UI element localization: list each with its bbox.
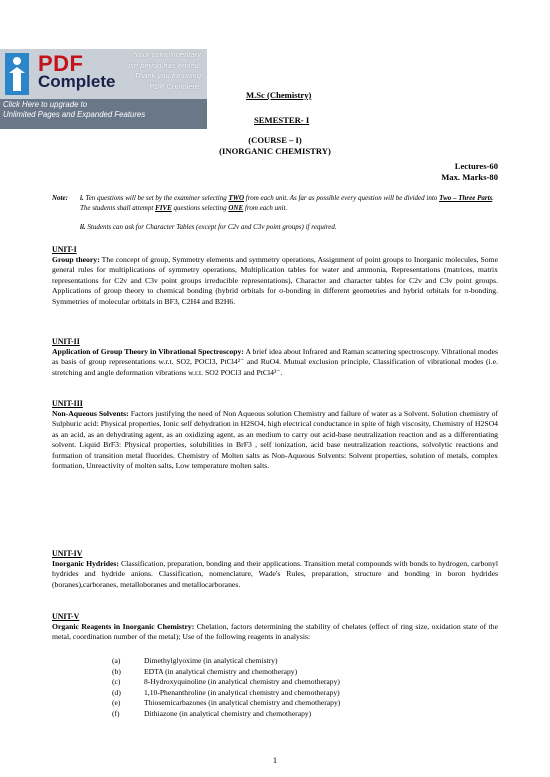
unit-heading: UNIT-II [52,337,80,346]
note-text: from each unit. As far as possible every question will be divided into [245,194,438,202]
lectures-label: Lectures-60 [454,161,498,171]
page-number: 1 [272,755,278,765]
note-text: . The students shall attempt [80,194,495,212]
complete-logo-text: Complete [38,72,116,91]
promo-line: use period has ended. [125,60,201,70]
unit-heading: UNIT-V [52,612,80,621]
upgrade-line-1[interactable]: Click Here to upgrade to [3,100,88,109]
unit-heading: UNIT-I [52,245,77,254]
pdf-figure-logo-icon [4,51,30,97]
unit-body [52,622,498,643]
upgrade-line-2[interactable]: Unlimited Pages and Expanded Features [3,110,146,119]
pdf-complete-banner[interactable] [0,49,207,119]
banner-top[interactable] [0,49,207,99]
list-item [112,698,340,709]
list-item-index: (b) [112,666,121,676]
unit-lead: Organic Reagents in Inorganic Chemistry: [52,622,195,631]
list-item-index: (e) [112,698,121,708]
promo-message [126,50,201,92]
note-label: Note: [52,194,68,202]
unit-body [52,347,498,378]
unit-text: Classification, preparation, bonding and their applications. Transition metal compounds with bonds to hydrogen, carbonyl hydrides and hydride anions. Classification, nomenclature, Wade's Rules, preparation, structure and bonding in boron hydrides (boranes),carboranes, metalloboranes and metallocarboranes. [52,559,498,589]
unit-lead: Group theory: [52,255,100,264]
unit-body [52,255,498,307]
upgrade-link[interactable] [0,99,207,129]
note-text: Ten questions will be set by the examiner selecting [85,194,227,202]
list-item-text: EDTA (in analytical chemistry and chemotherapy) [144,666,298,676]
unit-text: Factors justifying the need of Non Aqueous solution Chemistry and failure of water as a Solvent. Solution chemistry of Sulphuric acid: Physical properties, Ionic self dehydration in H2SO4, high electrical conductance in spite of high viscosity, Chemistry of H2SO4 as an acid, as an dehydrating agent, as an oxidizing agent, as an medium to carry out acid-base neutralization reaction and as a differentiating solvent. Liquid BrF3: Physical properties, solubilities in BrF3 , self ionization, acid base neutralization reactions, solvolytic reactions and formation of transition metal fluorides. Chemistry of Molten salts as Non-Aqueous Solvents: Solvent properties, solution of metals, complex formation, Unreactivity of molten salts, Low temperature molten salts. [52,409,498,471]
list-item-index: (c) [112,677,121,687]
promo-line: Your complimentary [133,50,201,59]
list-item-index: (f) [112,708,120,718]
list-item [112,688,340,699]
note-text: questions selecting [173,203,227,212]
list-item-text: Thiosemicarbazones (in analytical chemistry and chemotherapy) [144,698,341,708]
unit-body [52,559,498,590]
note-emphasis: ONE [228,203,244,212]
pdf-logo-text: PDF [38,51,84,76]
list-item-text: Dithiazone (in analytical chemistry and chemotherapy) [144,708,312,718]
note-item-ii [80,223,498,233]
note-emphasis: FIVE [155,203,172,212]
note-item-i [80,194,498,213]
note-text: Students can ask for Character Tables (except for C2v and C3v point groups) if required. [87,223,337,231]
promo-line: PDF Complete. [149,81,201,91]
note-emphasis: Two – Three Parts [439,194,493,202]
semester-title: SEMESTER- I [254,115,310,125]
unit-body [52,409,498,471]
note-emphasis: TWO [228,194,245,202]
course-title: (COURSE – I) [248,135,302,145]
note-text: from each unit. [244,203,288,212]
unit-heading: UNIT-IV [52,549,83,558]
list-item-text: Dimethylglyoxime (in analytical chemistry) [144,656,278,665]
list-item-text: 8-Hydroxyquinoline (in analytical chemistry and chemotherapy) [144,677,340,687]
subject-title: (INORGANIC CHEMISTRY) [219,146,331,156]
unit-text: The concept of group, Symmetry elements and symmetry operations, Assignment of point groups to Inorganic molecules, Some general rules for multiplications of symmetry operations, Multiplication tables for water and ammonia, Representations (matrices, matrix representations for C2v and C3v point groups irreducible representations), Character and character tables for C2v and C3v point groups. Applications of group theory to chemical bonding (hybrid orbitals for σ-bonding in different geometries and hybrid orbitals for π-bonding. Symmetries of molecular orbitals in BF3, C2H4 and B2H6. [52,255,498,306]
unit-lead: Non-Aqueous Solvents: [52,409,129,418]
unit-heading: UNIT-III [52,399,83,408]
unit-text: Chelation, factors determining the stability of chelates (effect of ring size, oxidation state of the metal, coordination number of the metal); Use of the following reagents in analysis: [52,622,498,642]
note-item-ii-prefix: ii. [80,223,86,231]
list-item [112,709,340,720]
reagent-list [112,656,340,720]
program-title: M.Sc (Chemistry) [246,90,312,100]
list-item [112,667,340,678]
list-item-index: (a) [112,656,121,665]
list-item-index: (d) [112,687,121,697]
unit-text: A brief idea about Infrared and Raman scattering spectroscopy. Vibrational modes as basis of group representations w.r.t. SO2, POCl3, PtCl4²⁻ and RuO4. Mutual exclusion principle, Classification of vibrational modes (i.e. stretching and angle deformation vibrations w.r.t. SO2 POCl3 and PtCl4²⁻. [52,347,499,377]
note-item-i-prefix: i. [80,194,84,202]
max-marks-label: Max. Marks-80 [441,172,498,182]
list-item [112,677,340,688]
unit-lead: Application of Group Theory in Vibrational Spectroscopy: [52,347,244,356]
promo-line: Thank you for using [134,71,201,81]
list-item-text: 1,10-Phenanthroline (in analytical chemistry and chemotherapy) [144,687,340,697]
list-item [112,656,340,667]
unit-lead: Inorganic Hydrides: [52,559,119,568]
